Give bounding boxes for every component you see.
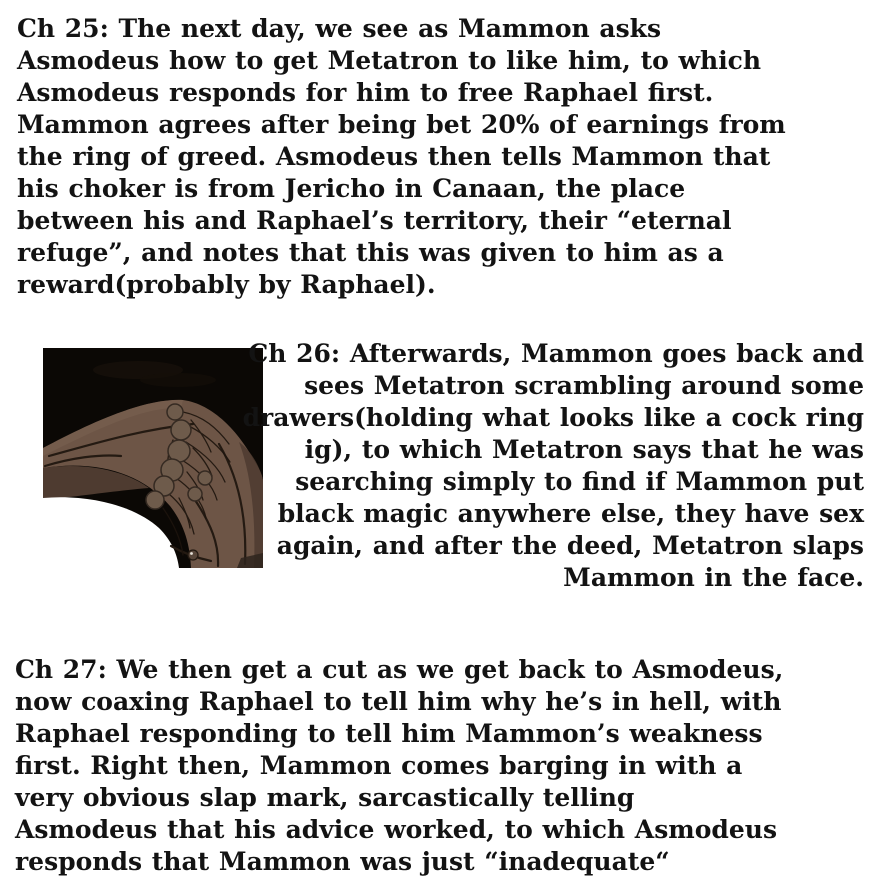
text-line: searching simply to find if Mammon put — [295, 467, 864, 496]
text-line: Asmodeus responds for him to free Raphael first. — [17, 78, 714, 107]
text-line: ig), to which Metatron says that he was — [304, 435, 864, 464]
text-line: Ch 27: We then get a cut as we get back to Asmodeus, — [15, 655, 784, 684]
text-line: now coaxing Raphael to tell him why he’s in hell, with — [15, 687, 782, 716]
text-line: Ch 25: The next day, we see as Mammon asks — [17, 14, 662, 43]
paragraph-ch25 — [17, 13, 786, 301]
text-line: sees Metatron scrambling around some — [304, 371, 864, 400]
text-line: Asmodeus that his advice worked, to which Asmodeus — [15, 815, 778, 844]
text-line: refuge”, and notes that this was given to him as a — [17, 238, 724, 267]
text-line: his choker is from Jericho in Canaan, the place — [17, 174, 686, 203]
paragraph-ch26 — [243, 338, 864, 594]
text-line: Mammon in the face. — [563, 563, 864, 592]
text-line: very obvious slap mark, sarcastically telling — [15, 783, 635, 812]
paragraph-ch27 — [15, 654, 783, 878]
text-line: responds that Mammon was just “inadequate“ — [15, 847, 670, 876]
text-line: the ring of greed. Asmodeus then tells Mammon that — [17, 142, 771, 171]
text-line: reward(probably by Raphael). — [17, 270, 436, 299]
text-line: Ch 26: Afterwards, Mammon goes back and — [248, 339, 864, 368]
text-line: Raphael responding to tell him Mammon’s weakness — [15, 719, 763, 748]
text-line: again, and after the deed, Metatron slaps — [276, 531, 864, 560]
text-line: black magic anywhere else, they have sex — [277, 499, 864, 528]
text-line: Asmodeus how to get Metatron to like him, to which — [17, 46, 762, 75]
text-line: between his and Raphael’s territory, their “eternal — [17, 206, 732, 235]
text-line: Mammon agrees after being bet 20% of earnings from — [17, 110, 786, 139]
comic-panel-image — [43, 348, 263, 568]
comic-panel-illustration — [43, 348, 263, 568]
text-line: first. Right then, Mammon comes barging in with a — [15, 751, 743, 780]
text-line: drawers(holding what looks like a cock ring — [242, 403, 864, 432]
